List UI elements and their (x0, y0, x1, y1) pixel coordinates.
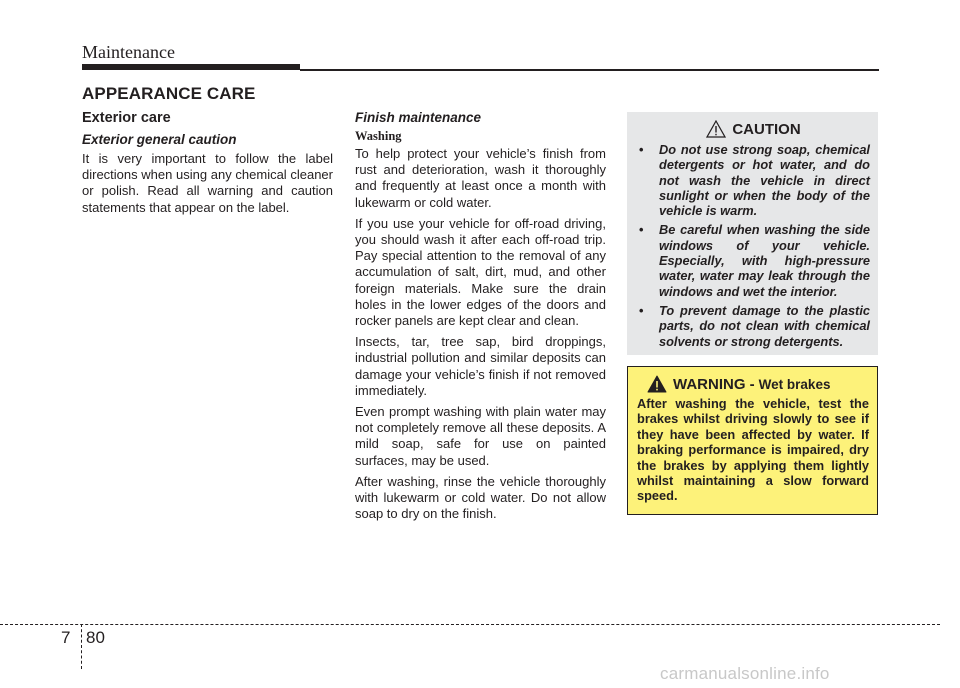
body-paragraph: Insects, tar, tree sap, bird droppings, industrial pollution and similar deposits can damage your vehicle’s finish if not removed immediately. (355, 334, 606, 398)
header-rule-thin (300, 69, 879, 71)
caution-box (627, 112, 878, 355)
washing-heading: Washing (355, 129, 402, 143)
bullet: • (639, 222, 644, 238)
warning-triangle-icon (647, 375, 667, 393)
exterior-caution-subheading: Exterior general caution (82, 132, 237, 147)
body-paragraph: To help protect your vehicle’s finish from rust and deterioration, wash it thoroughly and frequently at least once a month with lukewarm or cold water. (355, 146, 606, 210)
chapter-title: Maintenance (82, 42, 175, 62)
body-paragraph: After washing, rinse the vehicle thoroughly with lukewarm or cold water. Do not allow soap to dry on the finish. (355, 473, 606, 522)
caution-triangle-icon (706, 120, 726, 138)
bullet: • (639, 142, 644, 157)
caution-title-row (637, 120, 870, 138)
caution-list (637, 142, 870, 349)
footer-divider (81, 624, 82, 669)
header-rule-thick (82, 64, 300, 70)
page-number: 80 (86, 628, 105, 647)
body-paragraph: Even prompt washing with plain water may not completely remove all these deposits. A mild soap, safe for use on painted surfaces, may be used. (355, 404, 606, 468)
middle-column (355, 110, 606, 527)
caution-item-text: To prevent damage to the plastic parts, do not clean with chemical solvents or strong detergents. (659, 302, 870, 349)
chapter-number: 7 (61, 628, 71, 647)
body-paragraph: It is very important to follow the label directions when using any chemical cleaner or polish. Read all warning and caution statements that appear on the label. (82, 151, 333, 215)
finish-maintenance-subheading: Finish maintenance (355, 110, 482, 125)
left-column (82, 110, 333, 221)
caution-item (637, 222, 870, 298)
caution-item-text: Do not use strong soap, chemical detergents or hot water, and do not wash the vehicle in direct sunlight or when the body of the vehicle is warm. (659, 142, 870, 219)
caution-item (637, 303, 870, 349)
warning-box (627, 366, 878, 515)
warning-title-row (637, 375, 869, 393)
caution-item-text: Be careful when washing the side windows of your vehicle. Especially, with high-pressure water, water may leak through the windows and wet the interior. (659, 222, 870, 299)
warning-text: After washing the vehicle, test the brakes whilst driving slowly to see if they have been affected by water. If braking performance is impaired, dry the brakes by applying them lightly whilst maintaining a slow forward speed. (637, 396, 869, 504)
bullet: • (639, 302, 644, 318)
watermark: carmanualsonline.info (660, 664, 830, 683)
caution-item (637, 142, 870, 218)
exterior-care-heading: Exterior care (82, 110, 171, 126)
warning-title: WARNING - (673, 375, 755, 393)
footer-rule (0, 624, 940, 625)
caution-title: CAUTION (732, 120, 801, 138)
warning-subtitle: Wet brakes (758, 376, 831, 392)
section-title: APPEARANCE CARE (82, 84, 256, 103)
body-paragraph: If you use your vehicle for off-road driving, you should wash it after each off-road trip. Pay special attention to the removal of any accumulation of salt, dirt, mud, and other foreign materials. Make sure the drain holes in the lower edges of the doors and rocker panels are kept clear and clean. (355, 215, 606, 329)
